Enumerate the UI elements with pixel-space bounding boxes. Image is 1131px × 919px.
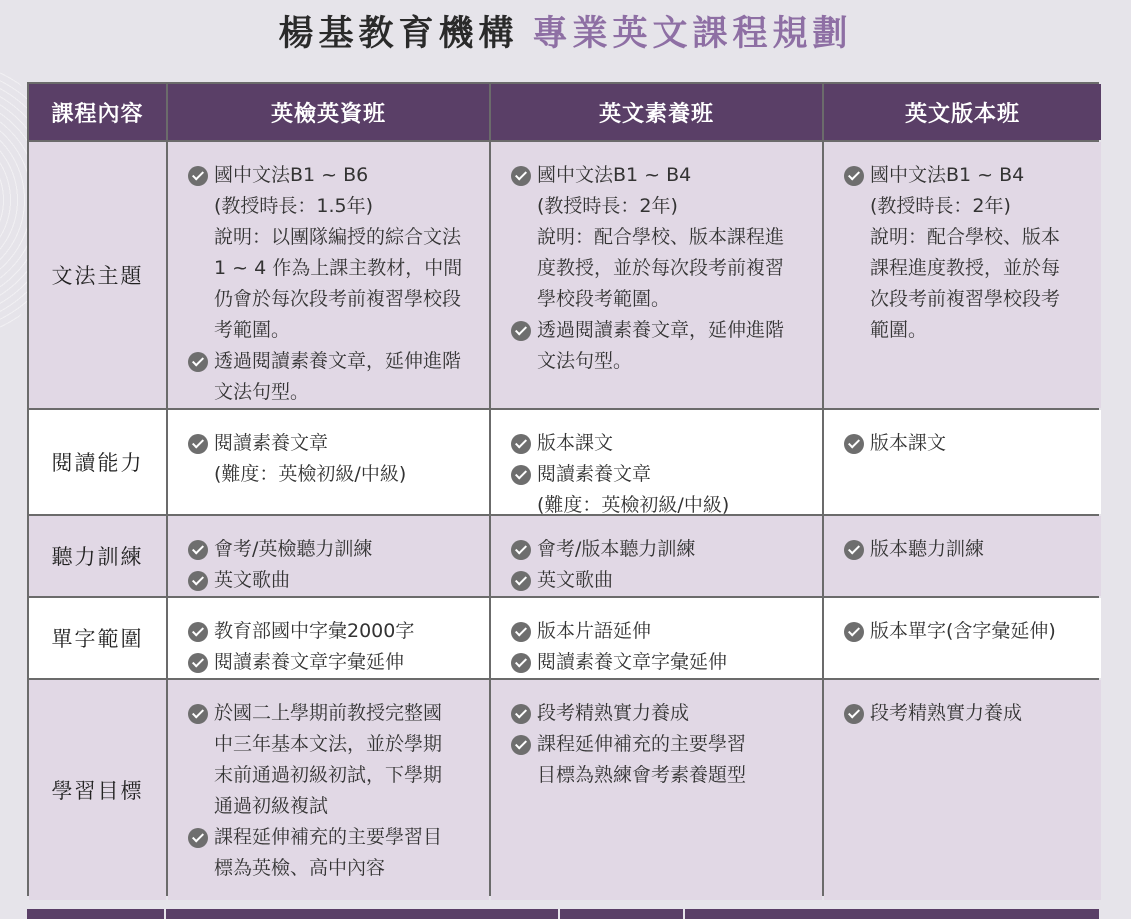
item-text: [537, 459, 808, 521]
list-item: [188, 822, 475, 884]
text-line: 標為英檢、高中內容: [214, 857, 386, 879]
list-item: [844, 698, 1087, 729]
item-text: [537, 534, 808, 565]
text-line: 透過閱讀素養文章，延伸進階: [214, 350, 462, 372]
list-item: [188, 698, 475, 822]
text-line: 範圍。: [870, 319, 928, 341]
check-circle-icon: [844, 540, 864, 560]
text-line: 說明：以團隊編授的綜合文法: [214, 226, 462, 248]
check-circle-icon: [511, 465, 531, 485]
text-line: 目標為熟練會考素養題型: [537, 764, 747, 786]
text-line: 版本課文: [537, 432, 614, 454]
item-text: [214, 428, 475, 490]
text-line: 度教授，並於每次段考前複習: [537, 257, 785, 279]
table-cell: [491, 680, 822, 900]
title-main: 楊基教育機構: [278, 14, 519, 54]
table-cell: [491, 598, 822, 678]
item-text: [537, 729, 808, 791]
table-cell: [168, 410, 489, 514]
item-text: [214, 616, 475, 647]
item-text: [214, 822, 475, 884]
text-line: 文法句型。: [214, 381, 310, 403]
list-item: [511, 459, 808, 521]
list-item: [188, 534, 475, 565]
item-text: [870, 698, 1087, 729]
list-item: [188, 647, 475, 678]
item-text: [214, 565, 475, 596]
item-text: [214, 346, 475, 408]
strip-divider: [164, 909, 166, 919]
item-text: [870, 160, 1087, 346]
text-line: 課程延伸補充的主要學習目: [214, 826, 443, 848]
table-cell: [824, 410, 1101, 514]
text-line: 說明：配合學校、版本: [870, 226, 1061, 248]
text-line: 通過初級複試: [214, 795, 329, 817]
table-cell: [824, 142, 1101, 408]
text-line: 版本單字(含字彙延伸): [870, 620, 1056, 642]
text-line: (教授時長：2年): [537, 195, 678, 217]
item-text: [537, 160, 808, 315]
strip-divider: [683, 909, 685, 919]
list-item: [511, 534, 808, 565]
text-line: 版本課文: [870, 432, 947, 454]
text-line: 學校段考範圍。: [537, 288, 671, 310]
header-cell: 英文版本班: [824, 84, 1101, 140]
check-circle-icon: [844, 704, 864, 724]
list-item: [511, 428, 808, 459]
table-cell: [824, 680, 1101, 900]
list-item: [188, 428, 475, 490]
course-table: [27, 82, 1099, 896]
text-line: 段考精熟實力養成: [870, 702, 1023, 724]
row-label: 學習目標: [29, 680, 166, 900]
text-line: 閱讀素養文章字彙延伸: [214, 651, 405, 673]
item-text: [870, 534, 1087, 565]
item-text: [537, 565, 808, 596]
item-text: [537, 315, 808, 377]
page-title: [0, 10, 1131, 58]
text-line: 考範圍。: [214, 319, 291, 341]
text-line: 會考/英檢聽力訓練: [214, 538, 373, 560]
check-circle-icon: [511, 166, 531, 186]
row-label: 聽力訓練: [29, 516, 166, 596]
text-line: 末前通過初級初試，下學期: [214, 764, 443, 786]
text-line: 英文歌曲: [214, 569, 291, 591]
list-item: [844, 534, 1087, 565]
check-circle-icon: [511, 321, 531, 341]
table-cell: [168, 680, 489, 900]
text-line: 英文歌曲: [537, 569, 614, 591]
list-item: [844, 160, 1087, 346]
item-text: [537, 616, 808, 647]
check-circle-icon: [188, 540, 208, 560]
list-item: [844, 616, 1087, 647]
text-line: 閱讀素養文章: [537, 463, 652, 485]
text-line: 透過閱讀素養文章，延伸進階: [537, 319, 785, 341]
check-circle-icon: [511, 622, 531, 642]
item-text: [537, 428, 808, 459]
list-item: [188, 346, 475, 408]
list-item: [511, 647, 808, 678]
check-circle-icon: [188, 352, 208, 372]
list-item: [511, 565, 808, 596]
check-circle-icon: [844, 166, 864, 186]
header-cell: 英文素養班: [491, 84, 822, 140]
item-text: [214, 647, 475, 678]
table-cell: [168, 516, 489, 596]
table-cell: [491, 516, 822, 596]
list-item: [188, 616, 475, 647]
text-line: (難度：英檢初級/中級): [214, 463, 407, 485]
item-text: [214, 698, 475, 822]
list-item: [511, 616, 808, 647]
list-item: [511, 729, 808, 791]
check-circle-icon: [511, 571, 531, 591]
table-cell: [824, 516, 1101, 596]
item-text: [537, 698, 808, 729]
title-sub: 專業英文課程規劃: [532, 14, 853, 54]
text-line: 課程延伸補充的主要學習: [537, 733, 747, 755]
text-line: 會考/版本聽力訓練: [537, 538, 696, 560]
text-line: 於國二上學期前教授完整國: [214, 702, 443, 724]
list-item: [188, 565, 475, 596]
text-line: 文法句型。: [537, 350, 633, 372]
check-circle-icon: [188, 166, 208, 186]
header-cell: 英檢英資班: [168, 84, 489, 140]
check-circle-icon: [844, 434, 864, 454]
check-circle-icon: [188, 828, 208, 848]
row-label: 閱讀能力: [29, 410, 166, 514]
table-cell: [491, 142, 822, 408]
list-item: [188, 160, 475, 346]
text-line: 仍會於每次段考前複習學校段: [214, 288, 462, 310]
check-circle-icon: [844, 622, 864, 642]
text-line: (教授時長：2年): [870, 195, 1011, 217]
text-line: 版本聽力訓練: [870, 538, 985, 560]
list-item: [511, 315, 808, 377]
check-circle-icon: [511, 434, 531, 454]
check-circle-icon: [511, 704, 531, 724]
check-circle-icon: [188, 434, 208, 454]
check-circle-icon: [511, 653, 531, 673]
list-item: [511, 698, 808, 729]
text-line: 閱讀素養文章: [214, 432, 329, 454]
text-line: 國中文法B1 ~ B4: [870, 164, 1025, 186]
table-cell: [168, 142, 489, 408]
row-label: 文法主題: [29, 142, 166, 408]
check-circle-icon: [188, 571, 208, 591]
text-line: 教育部國中字彙2000字: [214, 620, 415, 642]
check-circle-icon: [511, 735, 531, 755]
list-item: [511, 160, 808, 315]
text-line: 中三年基本文法，並於學期: [214, 733, 443, 755]
next-table-header-strip: [27, 909, 1099, 919]
text-line: 版本片語延伸: [537, 620, 652, 642]
table-cell: [824, 598, 1101, 678]
item-text: [214, 534, 475, 565]
check-circle-icon: [188, 704, 208, 724]
check-circle-icon: [511, 540, 531, 560]
text-line: 課程進度教授，並於每: [870, 257, 1061, 279]
text-line: 1 ~ 4 作為上課主教材，中間: [214, 257, 463, 279]
text-line: 國中文法B1 ~ B6: [214, 164, 369, 186]
item-text: [870, 428, 1087, 459]
text-line: 國中文法B1 ~ B4: [537, 164, 692, 186]
strip-divider: [558, 909, 560, 919]
item-text: [870, 616, 1087, 647]
check-circle-icon: [188, 653, 208, 673]
text-line: 次段考前複習學校段考: [870, 288, 1061, 310]
text-line: 閱讀素養文章字彙延伸: [537, 651, 728, 673]
table-cell: [491, 410, 822, 514]
text-line: (難度：英檢初級/中級): [537, 494, 730, 516]
text-line: (教授時長：1.5年): [214, 195, 374, 217]
list-item: [844, 428, 1087, 459]
table-cell: [168, 598, 489, 678]
check-circle-icon: [188, 622, 208, 642]
item-text: [537, 647, 808, 678]
row-label: 單字範圍: [29, 598, 166, 678]
header-cell: 課程內容: [29, 84, 166, 140]
text-line: 段考精熟實力養成: [537, 702, 690, 724]
item-text: [214, 160, 475, 346]
text-line: 說明：配合學校、版本課程進: [537, 226, 785, 248]
